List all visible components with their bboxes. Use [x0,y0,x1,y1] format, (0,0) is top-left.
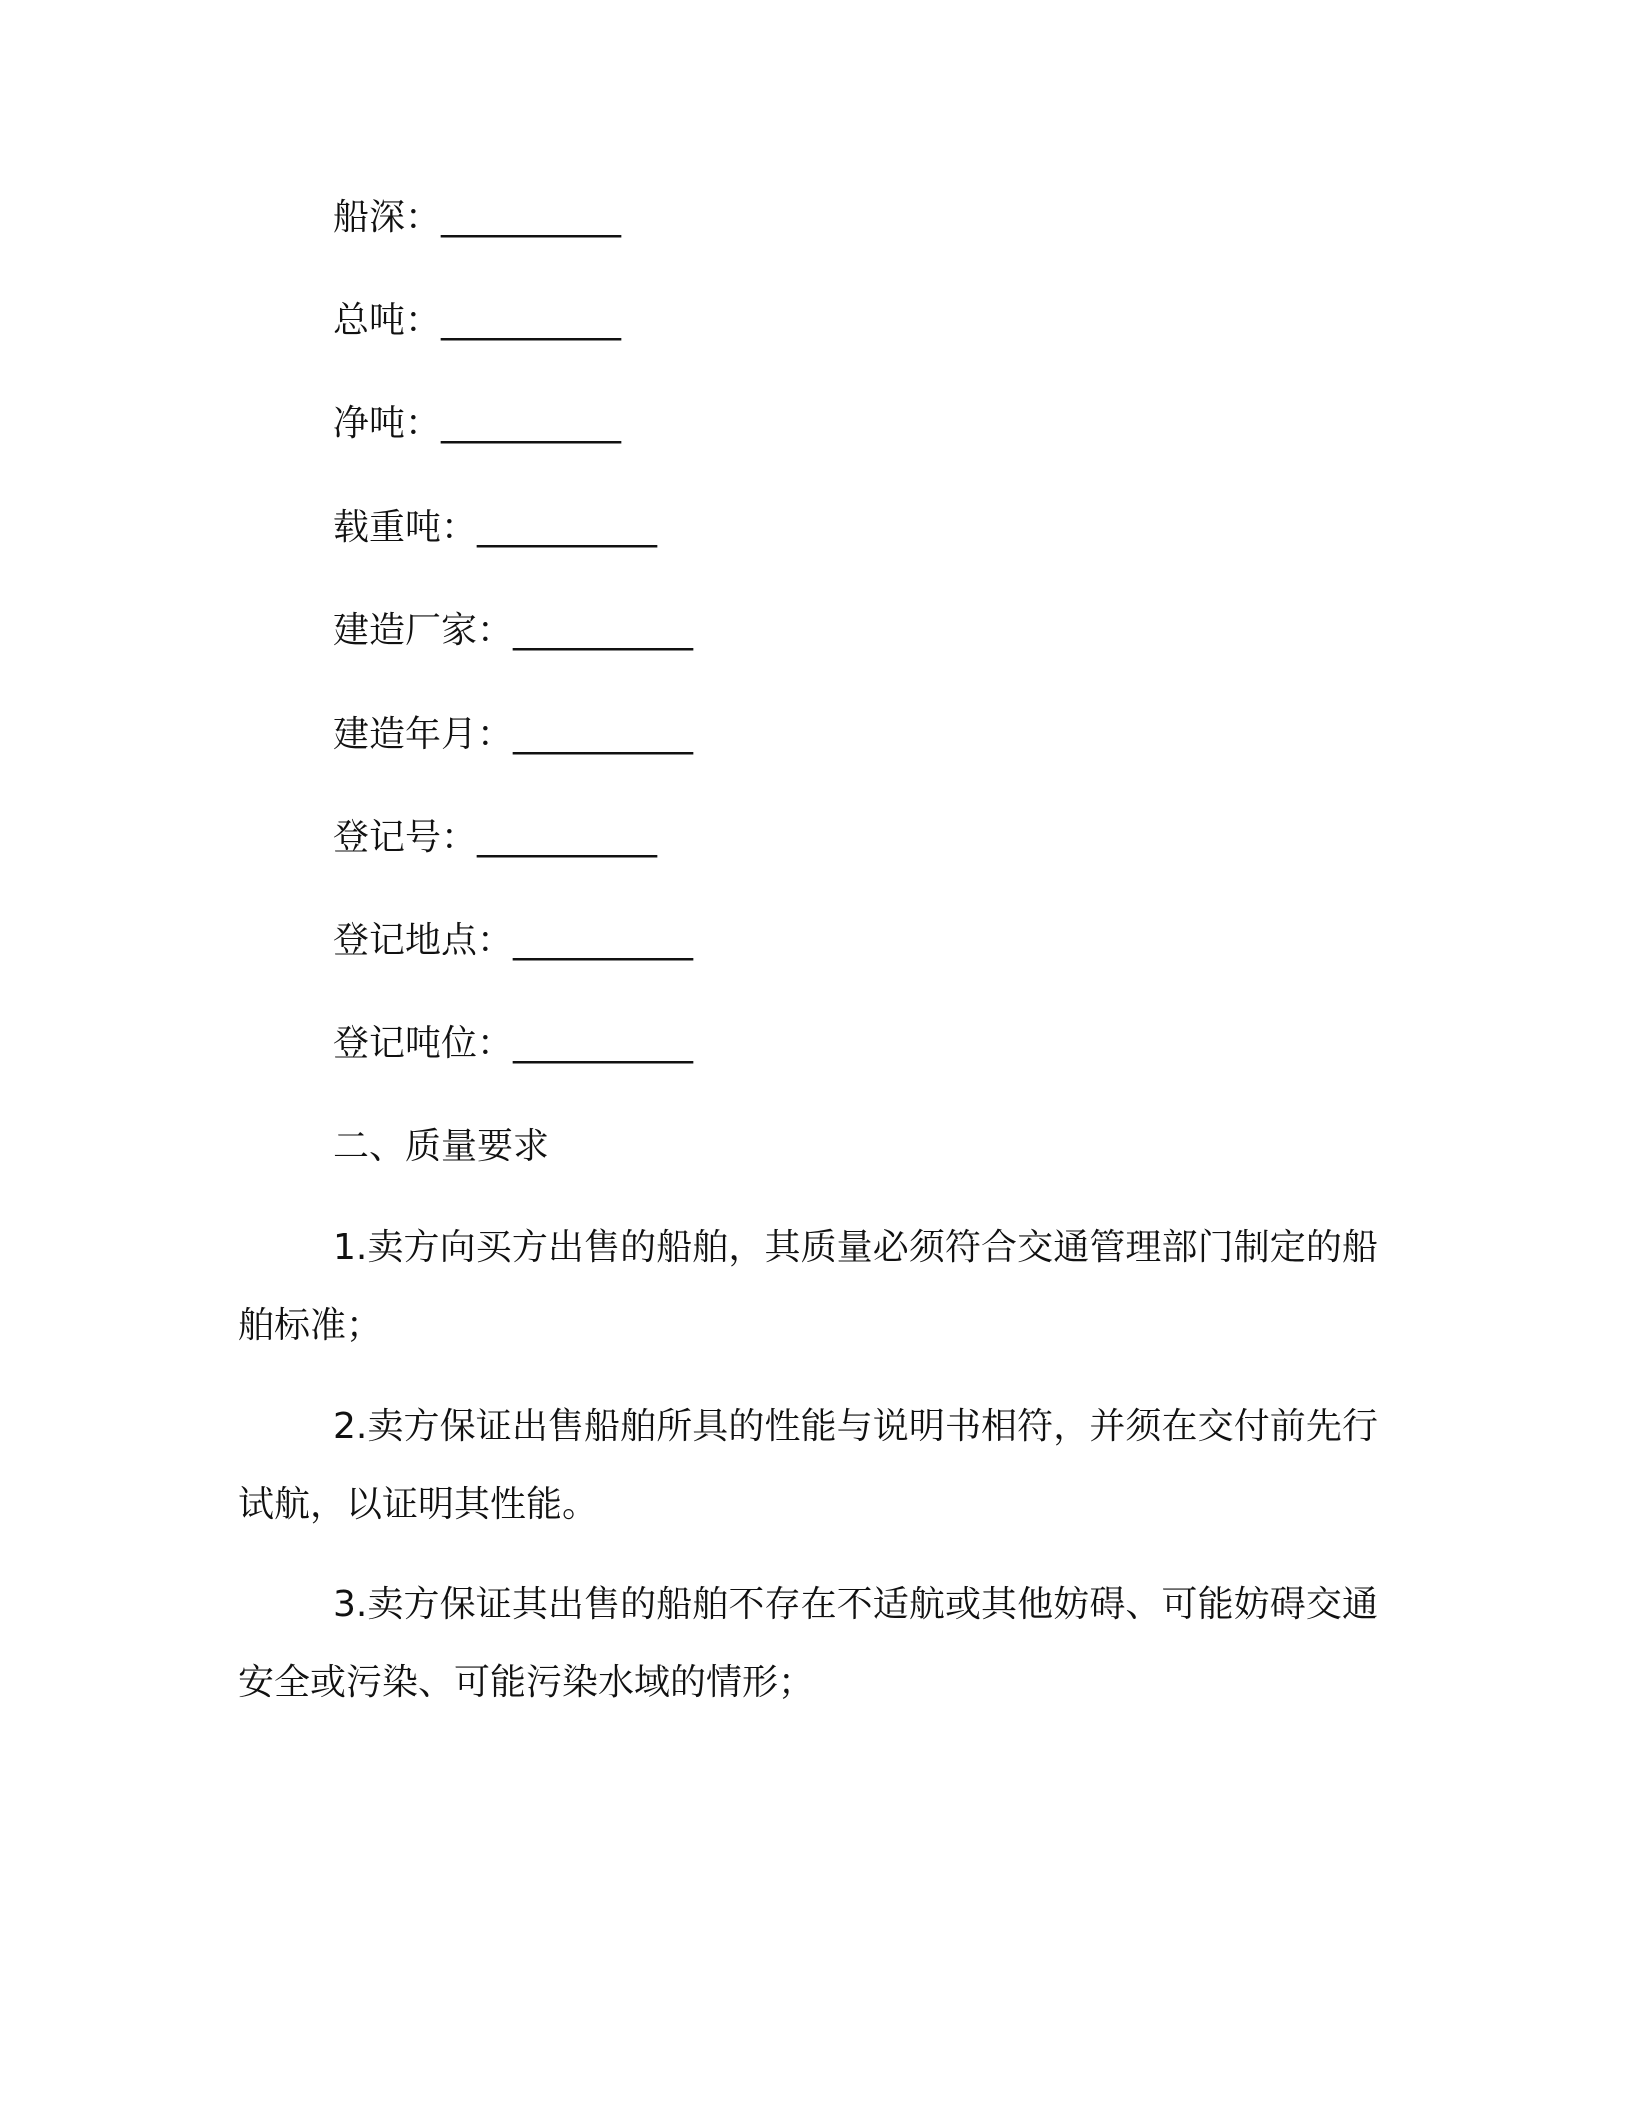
field-label: 登记吨位： [333,1023,514,1064]
field-gross-tonnage [333,297,621,345]
field-registered-tonnage [333,1020,693,1068]
field-shipbuilder [333,607,693,655]
field-blank: __________ [477,507,658,548]
field-label: 载重吨： [333,507,478,548]
field-label: 净吨： [333,403,442,444]
field-registration-number [333,814,657,862]
field-net-tonnage [333,400,621,448]
section-heading-quality: 二、质量要求 [333,1126,550,1167]
field-blank: __________ [441,300,622,341]
field-label: 建造厂家： [333,610,514,651]
field-label: 船深： [333,197,442,238]
field-ship-depth [333,194,621,242]
paragraph-clause-1: 1.卖方向买方出售的船舶，其质量必须符合交通管理部门制定的船舶标准； [238,1227,1378,1346]
field-label: 登记地点： [333,920,514,961]
paragraph-clause-3: 3.卖方保证其出售的船舶不存在不适航或其他妨碍、可能妨碍交通安全或污染、可能污染水域的情形； [238,1584,1378,1703]
field-blank: __________ [513,1023,694,1064]
field-deadweight-tonnage [333,504,657,552]
field-label: 登记号： [333,817,478,858]
field-build-date [333,711,693,759]
field-blank: __________ [441,197,622,238]
field-blank: __________ [477,817,658,858]
field-registration-place [333,917,693,965]
field-blank: __________ [513,610,694,651]
paragraph-clause-2: 2.卖方保证出售船舶所具的性能与说明书相符，并须在交付前先行试航，以证明其性能。 [238,1406,1378,1525]
field-blank: __________ [513,714,694,755]
field-blank: __________ [441,403,622,444]
field-label: 建造年月： [333,714,514,755]
field-blank: __________ [513,920,694,961]
field-label: 总吨： [333,300,442,341]
